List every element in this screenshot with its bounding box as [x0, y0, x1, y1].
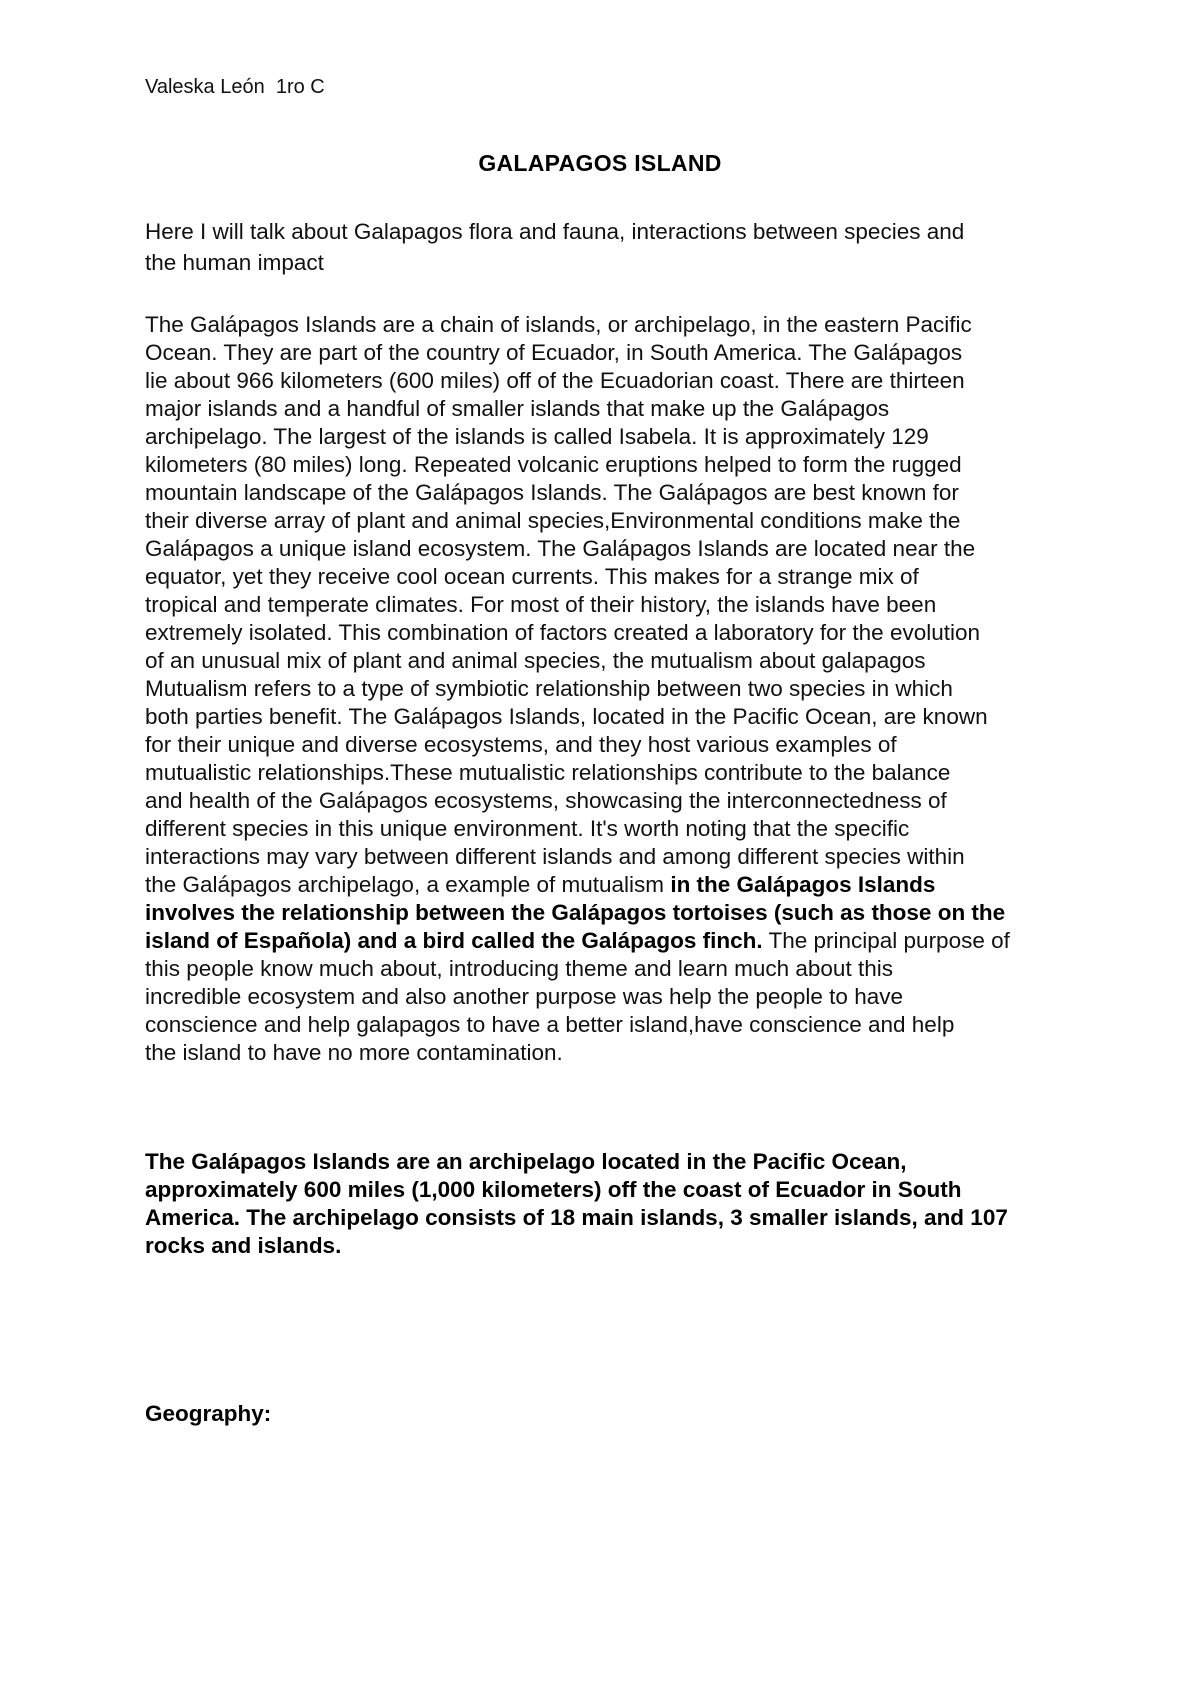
intro-line: Here I will talk about Galapagos flora and fauna, interactions between species and — [145, 219, 965, 244]
summary-paragraph — [145, 1148, 1065, 1260]
body-line: the island to have no more contamination. — [145, 1040, 563, 1065]
document-title: GALAPAGOS ISLAND — [478, 150, 722, 176]
body-line: mutualistic relationships.These mutualistic relationships contribute to the balance — [145, 760, 951, 785]
body-line: Mutualism refers to a type of symbiotic relationship between two species in which — [145, 676, 953, 701]
author-line: Valeska León 1ro C — [145, 76, 325, 98]
body-text-normal: the Galápagos archipelago, a example of mutualism — [145, 872, 671, 897]
body-line: lie about 966 kilometers (600 miles) off of the Ecuadorian coast. There are thirteen — [145, 368, 965, 393]
body-line: incredible ecosystem and also another purpose was help the people to have — [145, 984, 903, 1009]
summary-line: America. The archipelago consists of 18 main islands, 3 smaller islands, and 107 — [145, 1205, 1008, 1230]
body-paragraph — [145, 311, 1065, 1067]
summary-line: rocks and islands. — [145, 1233, 342, 1258]
body-line: major islands and a handful of smaller islands that make up the Galápagos — [145, 396, 890, 421]
summary-line: approximately 600 miles (1,000 kilometers) off the coast of Ecuador in South — [145, 1177, 962, 1202]
body-line: tropical and temperate climates. For most of their history, the islands have been — [145, 592, 937, 617]
summary-line: The Galápagos Islands are an archipelago located in the Pacific Ocean, — [145, 1149, 907, 1174]
body-line: Galápagos a unique island ecosystem. The Galápagos Islands are located near the — [145, 536, 976, 561]
body-text-normal: The principal purpose of — [762, 928, 1010, 953]
body-line: interactions may vary between different islands and among different species within — [145, 844, 965, 869]
body-line-mixed — [145, 871, 1065, 899]
intro-line: the human impact — [145, 250, 324, 275]
section-heading-geography: Geography: — [145, 1401, 272, 1426]
body-line: Ocean. They are part of the country of Ecuador, in South America. The Galápagos — [145, 340, 963, 365]
body-line: archipelago. The largest of the islands is called Isabela. It is approximately 129 — [145, 424, 929, 449]
body-line: conscience and help galapagos to have a better island,have conscience and help — [145, 1012, 955, 1037]
body-line-bold: involves the relationship between the Galápagos tortoises (such as those on the — [145, 900, 1006, 925]
body-line: both parties benefit. The Galápagos Islands, located in the Pacific Ocean, are known — [145, 704, 988, 729]
body-line: this people know much about, introducing theme and learn much about this — [145, 956, 893, 981]
body-line: kilometers (80 miles) long. Repeated volcanic eruptions helped to form the rugged — [145, 452, 962, 477]
body-line: their diverse array of plant and animal species,Environmental conditions make the — [145, 508, 961, 533]
body-line: different species in this unique environment. It's worth noting that the specific — [145, 816, 910, 841]
body-line: extremely isolated. This combination of factors created a laboratory for the evolution — [145, 620, 981, 645]
body-line: of an unusual mix of plant and animal species, the mutualism about galapagos — [145, 648, 926, 673]
intro-paragraph — [145, 216, 1065, 278]
body-line: mountain landscape of the Galápagos Islands. The Galápagos are best known for — [145, 480, 959, 505]
body-line: for their unique and diverse ecosystems, and they host various examples of — [145, 732, 897, 757]
body-line: equator, yet they receive cool ocean currents. This makes for a strange mix of — [145, 564, 919, 589]
body-text-bold: in the Galápagos Islands — [670, 872, 936, 897]
body-line-mixed — [145, 927, 1065, 955]
body-text-bold: island of Española) and a bird called the Galápagos finch. — [145, 928, 763, 953]
body-line: The Galápagos Islands are a chain of islands, or archipelago, in the eastern Pacific — [145, 312, 972, 337]
body-line: and health of the Galápagos ecosystems, showcasing the interconnectedness of — [145, 788, 947, 813]
